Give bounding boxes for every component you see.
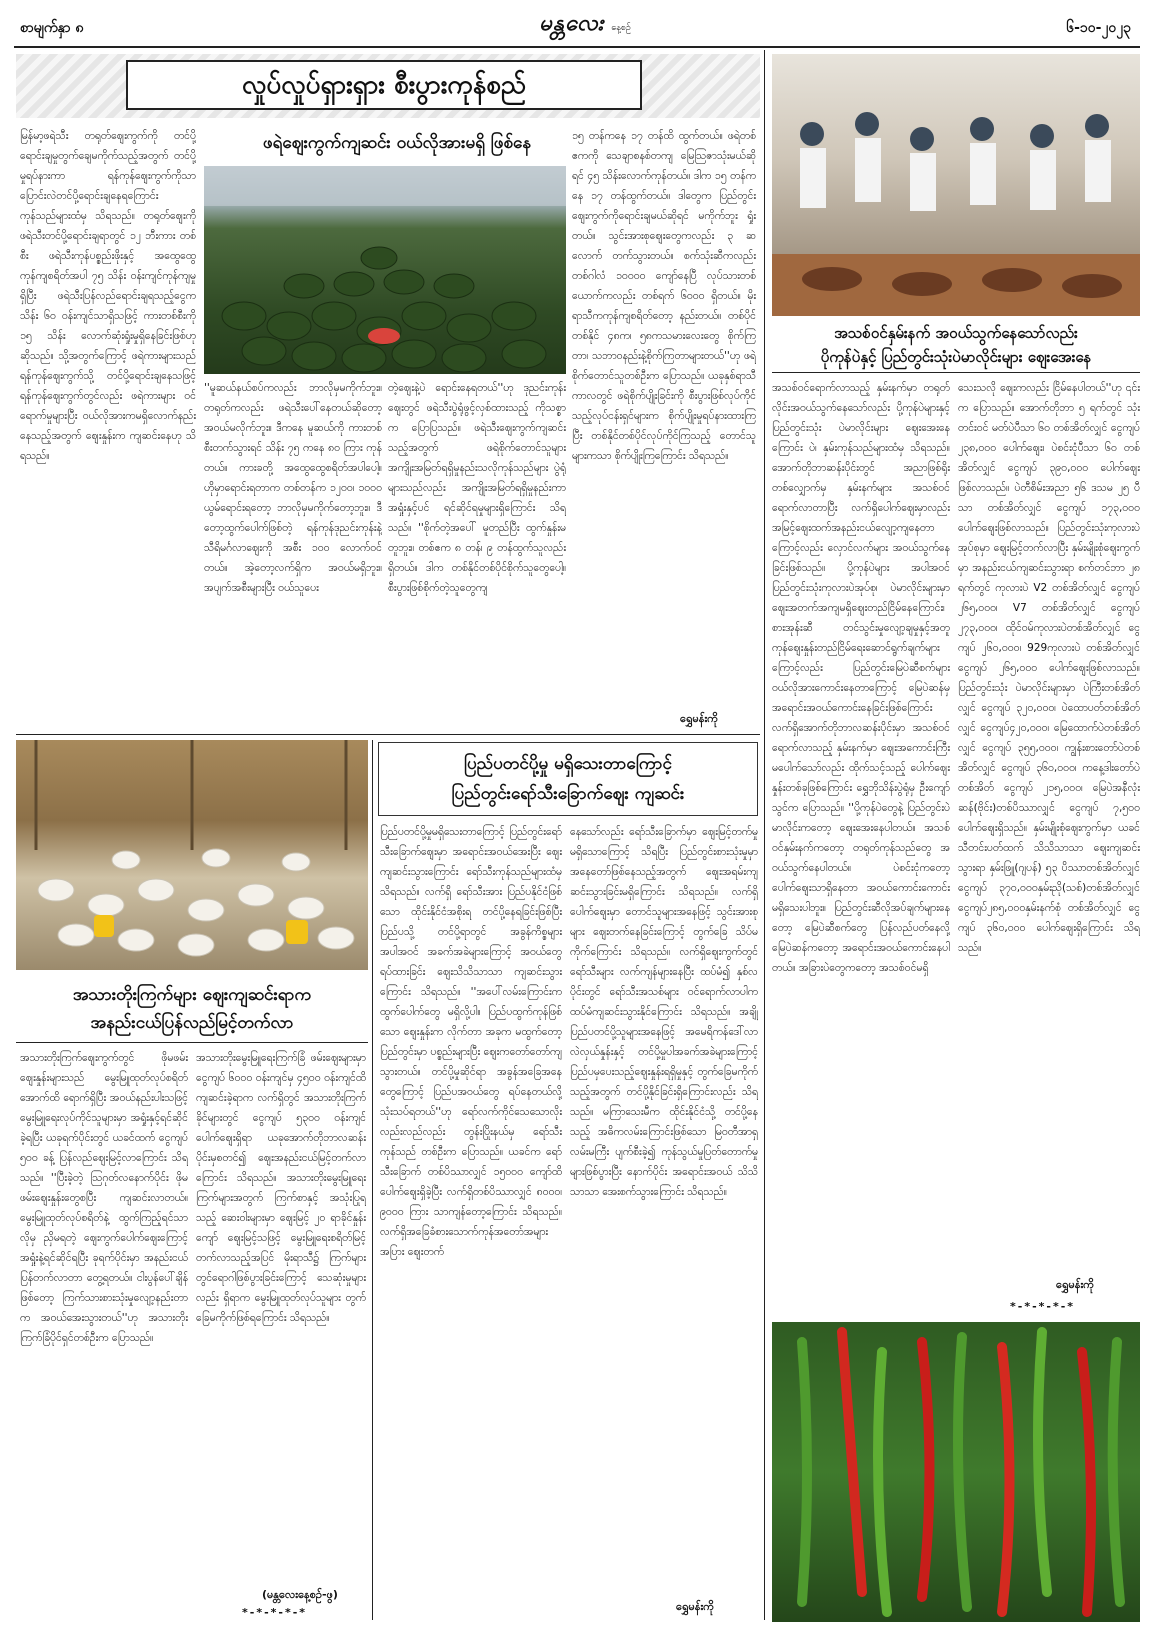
article3-col2: နေသော်လည်း ရော်သီးခြောက်မှာ ဈေးမြင့်တက်မှုမရှိသောကြောင့် သိရပြီး ပြည်တွင်းစားသုံးမှုမှာအနေတော်ဖြစ်နေသည့်အတွက် ဈေးအရမ်းကျဆင်းသွားခြင်းမရှိကြောင်း သိရသည်။ လက်ရှိပေါက်ဈေးမှာ တောင်သူများအနေဖြင့် သွင်းအားစုများ ဈေးတက်နေခြင်းကြောင့် တွက်ခြေ သိပ်မကိုက်ကြောင်း သိရသည်။ လက်ရှိဈေးကွက်တွင် ရော်သီးများ လက်ကျန်များနေပြီး ထပ်မံ၍ နှစ်လပိုင်းတွင် ရော်သီးအသစ်များ ဝင်ရောက်လာပါက ထပ်မံကျဆင်းသွားနိုင်ကြောင်း သိရသည်။ အချို့ ပြည်ပတင်ပို့သူများအနေဖြင့် အမေရိကန်ဒေါ်လာလဲလှယ်နှုန်းနှင့် တင်ပို့မှုပါအခက်အခဲများကြောင့် ပြည်ပမှပေးသည့်ဈေးနှုန်းရရှိမှုနှင့် တွက်ခြေမကိုက်သည့်အတွက် တင်ပို့နိုင်ခြင်းရှိကြောင်းလည်း သိရသည်။ မကြာသေးမီက ထိုင်းနိုင်ငံသို့ တင်ပို့နေသည့် အဓိကလမ်းကြောင်းဖြစ်သော မြဝတီအာရှလမ်းမကြီး ပျက်စီးခဲ့၍ ကုန်သွယ်မှုပြတ်တောက်မှုများဖြစ်ပွားပြီး နောက်ပိုင်း အရောင်းအဝယ် သိသိသာသာ အေးစက်သွားကြောင်း သိရသည်။	[570, 826, 758, 1198]
issue-date: ၆-၁၀-၂၀၂၃	[1066, 20, 1131, 36]
article4-headline-line1: အသားတိုးကြက်များ ဈေးကျဆင်းရာက	[72, 985, 312, 1005]
article2-col2: သေးသလို ဈေးကလည်း ငြိမ်နေပါတယ်''ဟု ၎င်းက ပြောသည်။ အောက်တိုဘာ ၅ ရက်တွင် သုံးတင်းဝင် မတ်ပဲပီသာ ၆၀ တစ်အိတ်လျှင် ငွေကျပ် ၂၃၈,၀၀၀ ပေါက်ဈေး၊ ပဲစင်းငုံပီသာ ၆၀ တစ်အိတ်လျှင် ငွေကျပ် ၃၉၀,၀၀၀ ပေါက်ဈေး ဖြစ်လာသည်။ ပဲတီစိမ်းအညာ ၅၆ ဒသမ ၂၅ ပီသာ တစ်အိတ်လျှင် ငွေကျပ် ၁၇၃,၀၀၀ ပေါက်ဈေးဖြစ်လာသည်။ ပြည်တွင်းသုံးကုလားပဲအုပ်စုမှာ ဈေးမြင့်တက်လာပြီး နှမ်းမျိုးစုံဈေးကွက်မှာ အနည်းငယ်ကျဆင်းသွားရာ စက်တင်ဘာ ၂၈ ရက်တွင် ကုလားပဲ V2 တစ်အိတ်လျှင် ငွေကျပ် ၂၆၅,၀၀၀၊ V7 တစ်အိတ်လျှင် ငွေကျပ် ၂၇၃,၀၀၀၊ ထိုင်ဝမ်ကုလားပဲတစ်အိတ်လျှင် ငွေကျပ် ၂၆၀,၀၀၀၊ 929ကုလားပဲ တစ်အိတ်လျှင် ငွေကျပ် ၂၆၅,၀၀၀ ပေါက်ဈေးဖြစ်လာသည်။ ပြည်တွင်းသုံး ပဲမာလိုင်းများမှာ ပဲကြီးတစ်အိတ်လျှင် ငွေကျပ် ၃၂၀,၀၀၀၊ ပဲထောပတ်တစ်အိတ်လျှင် ငွေကျပ်၄၂၀,၀၀၀၊ မြေထောက်ပဲတစ်အိတ်လျှင် ငွေကျပ် ၃၅၅,၀၀၀၊ ကျွန်းစားတော်ပဲတစ်အိတ်လျှင် ငွေကျပ် ၃၆၀,၀၀၀၊ ကနေ့ဒါးတော်ပဲ တစ်အိတ် ငွေကျပ် ၂၁၅,၀၀၀၊ မြေပဲအနီလုံးဆန်(ဗိုင်း)တစ်ပိဿာလျှင် ငွေကျပ် ၇,၅၀၀ ပေါက်ဈေးရှိသည်။ နှမ်းမျိုးစုံဈေးကွက်မှာ ယခင်သီတင်းပတ်ထက် သိသိသာသာ ဈေးကျဆင်းသွားရာ နှမ်းဖြူ(ဂျပန်) ၅၃ ပိဿာတစ်အိတ်လျှင် ငွေကျပ် ၃၇၀,၀၀၀နှမ်းညို(သစ်)တစ်အိတ်လျှင်ငွေကျပ်၂၈၅,၀၀၀နှမ်းနက်စုံ တစ်အိတ်လျှင် ငွေကျပ် ၃၆၀,၀၀၀ ပေါက်ဈေးရှိကြောင်း သိရသည်။	[958, 382, 1140, 954]
column-divider	[764, 50, 765, 1620]
article1-byline: ရွှေမန်းကို	[680, 712, 719, 725]
article3-headline-line1: ပြည်ပတင်ပို့မှု မရှိသေးတာကြောင့်	[464, 754, 672, 774]
logo-text: မန္တလေး	[539, 11, 605, 36]
article4-end-mark: *-*-*-*-*	[242, 1606, 308, 1619]
article3-headline-line2: ပြည်တွင်းရော်သီးခြောက်ဈေး ကျဆင်း	[451, 784, 685, 804]
article2-col1: အသစ်ဝင်ရောက်လာသည့် နှမ်းနက်မှာ တရုတ်လိုင်းအဝယ်သွက်နေသော်လည်း ပို့ကုန်ပဲများနှင့်ပြည်တွင်းသုံး ပဲမာလိုင်းများ ဈေးအေးနေကြောင်း ပဲ၊ နှမ်းကုန်သည်များထံမှ သိရသည်။ အောက်တိုဘာဆန်းပိုင်းတွင် အညာဖြစ်ရိုးတစ်လျှောက်မှ နှမ်းနက်များ အသစ်ဝင်ရောက်လာတာပြီး လက်ရှိပေါက်ဈေးမှာလည်း အမြင့်ဈေးထက်အနည်းငယ်လျော့ကျနေတာကြောင့်လည်း လှောင်လက်များ အဝယ်သွက်နေခြင်းဖြစ်သည်။ ပို့ကုန်ပဲများ အပါအဝင် ပြည်တွင်းသုံးကုလားပဲအုပ်စု၊ ပဲမာလိုင်းများမှာ ဈေးအတက်အကျမရှိဈေးတည်ငြိမ်နေကြောင်း၊ စားအုန်းဆီ တင်သွင်းမှုလျော့ချမှုနှင့်အတူ ကုန်ဈေးနှုန်းတည်ငြိမ်ရေးဆောင်ရွက်ချက်များကြောင့်လည်း ပြည်တွင်းမြေပဲဆီစက်များ ဝယ်လိုအားကောင်းနေတာကြောင့် မြေပဲဆန်မှ အရောင်းအဝယ်ကောင်းနေခြင်းဖြစ်ကြောင်း လက်ရှိအောက်တိုဘာလဆန်းပိုင်းမှာ အသစ်ဝင်ရောက်လာသည့် နှမ်းနက်မှာ ဈေးအကောင်းကြီးမပေါက်သော်လည်း ထိုက်သင့်သည့် ပေါက်ဈေးနှုန်းတစ်ခုဖြစ်ကြောင်း ရွှေဘိုသိန်းပွဲရုံမှ ဦးကျော်သွင်က ပြောသည်။ ''ပို့ကုန်ပဲတွေနဲ့ ပြည်တွင်းပဲမာလိုင်းကတော့ ဈေးအေးနေပါတယ်။ အသစ်ဝင်နှမ်းနက်ကတော့ တရုတ်ကုန်သည်တွေ အဝယ်သွက်နေပါတယ်။ ပဲစင်းငုံကတော့ ပေါက်ဈေးသာရှိနေတာ အဝယ်ကောင်းကောင်း မရှိသေးပါဘူး။ ပြည်တွင်းဆီလိုအပ်ချက်များနေတော့ မြေပဲဆီစက်တွေ ပြန်လည်ပတ်နေလို့ မြေပဲဆန်ကတော့ အရောင်းအဝယ်ကောင်းနေပါတယ်။ အခြားပဲတွေကတော့ အသစ်ဝင်မရှိ	[772, 382, 950, 974]
market-crowd-illustration	[772, 54, 1140, 316]
article2-byline: ရွှေမန်းကို	[1056, 1278, 1095, 1291]
article2-headline-line2: ပိုကုန်ပဲနှင့် ပြည်တွင်းသုံးပဲမာလိုင်းများ ဈေးအေးနေ	[820, 348, 1092, 366]
article4-col1: အသားတိုးကြက်ဈေးကွက်တွင် ဖိုမဖမ်းဈေးနှုန်းများသည် မွေးမြူထုတ်လုပ်စရိတ်အောက်ထိ ရောက်ရှိပြီး အဝယ်နည်းပါးသဖြင့် မွေးမြူရေးလုပ်ကိုင်သူများမှာ အရှုံးနှင့်ရင်ဆိုင်ခဲ့ရပြီး ယခုရက်ပိုင်းတွင် ယခင်ထက် ငွေကျပ် ၅၀၀ ခန့် ပြန်လည်ဈေးမြင့်လာကြောင်း သိရသည်။ ''ပြီးခဲ့တဲ့ သြဂုတ်လနောက်ပိုင်း ဖိုမဖမ်းဈေးနှုန်းတွေစပြီး ကျဆင်းလာတယ်။ မွေးမြူထုတ်လုပ်စရိတ်နဲ့ ထွက်ကြည့်ရင်သာလိုမှ ညှိမရတဲ့ ဈေးကွက်ပေါက်ဈေးကြောင့် အရှုံးနဲ့ရင်ဆိုင်ရပြီး ခုရက်ပိုင်းမှာ အနည်းငယ်ပြန်တက်လာတာ တွေ့ရတယ်။ ငါးပွန်ပေါ်ချိန်ဖြစ်တော့ ကြက်သားစားသုံးမှုလျော့နည်းတာက အဝယ်အေးသွားတယ်''ဟု အသားတိုးကြက်ခြံပိုင်ရှင်တစ်ဦးက ပြောသည်။	[20, 1052, 188, 1344]
watermelon-pile-illustration	[204, 166, 566, 374]
article3-byline: ရွှေမန်းကို	[676, 1600, 715, 1613]
article4-headline-rule	[16, 1042, 368, 1043]
article4-col2: အသားတိုးမွေးမြူရေးကြက်ခြံ ဖမ်းဈေးများမှာ ငွေကျပ် ၆၀၀၀ ဝန်းကျင်မှ ၄၅၀၀ ဝန်းကျင်ထိ ကျဆင်းခဲ့ရာက လက်ရှိတွင် အသားတိုးကြက်ခိုင်များတွင် ငွေကျပ် ၅၃၀၀ ဝန်းကျင်ပေါက်ဈေးရှိရာ ယခုအောက်တိုဘာလဆန်းပိုင်းမှစတင်၍ ဈေးအနည်းငယ်မြင့်တက်လာကြောင်း သိရသည်။ အသားတိုးမွေးမြူရေးကြက်များအတွက် ကြက်စာနှင့် အသုံးပြုရသည့် ဆေးဝါးများမှာ ဈေးမြင့် ၂၀ ရာခိုင်နှုန်းကျော် ဈေးမြင့်သဖြင့် မွေးမြူရေးစရိတ်မြင့်တက်လာသည့်အပြင် မိုးရာသီ၌ ကြက်များတွင်ရောဂါဖြစ်ပွားခြင်းကြောင့် သေဆုံးမှုများလည်း ရှိရာက မွေးမြူထုတ်လုပ်သူများ တွက်ခြေမကိုက်ဖြစ်ရကြောင်း သိရသည်။	[196, 1052, 366, 1324]
article1-bottom-rule	[16, 734, 760, 735]
chili-illustration	[772, 1322, 1140, 1622]
logo-subtext: နေ့စဉ်	[611, 23, 631, 33]
masthead-rule	[14, 46, 1140, 48]
article1-col4: ၁၅ တန်ကနေ ၁၇ တန်ထိ ထွက်တယ်။ ဖရဲတစ်ဧကကို သေချာစနစ်တကျ မြေသြဇာသုံးမယ်ဆိုရင် ၄၅ သိန်းလောက်ကုန်တယ်။ ဒါက ၁၅ တန်ကနေ ၁၇ တန်ထွက်တယ်။ ဒါတွေက ပြည်တွင်းဈေးကွက်ကိုရောင်းချမယ်ဆိုရင် မကိုက်ဘူး ရှုံးတယ်။ သွင်းအားစုဈေးတွေကလည်း ၃ ဆ လောက် တက်သွားတယ်။ စက်သုံးဆီကလည်း တစ်ဂါလံ ၁၀၀၀၀ ကျော်နေပြီ လုပ်သားတစ်ယောက်ကလည်း တစ်ရက် ၆၀၀၀ ရှိတယ်။ မိုးရာသီကကုန်ကျစရိတ်တော့ နည်းတယ်။ တစ်ပိုင်တစ်နိုင် ၄၈က၊ ၅၈ကသမားလေးတွေ စိုက်ကြတာ၊ သဘာဝနည်းနဲ့စိုက်ကြတာများတယ်''ဟု ဖရဲစိုက်တောင်သူတစ်ဦးက ပြောသည်။ ယခုနှစ်ရာသီကာလတွင် ဖရဲစိုက်ပျိုးခြင်းကို စီးပွားဖြစ်လုပ်ကိုင်သည့်လုပ်ငန်းရှင်များက စိုက်ပျိုးမှုရပ်နားထားကြပြီး တစ်နိုင်တစ်ပိုင်လုပ်ကိုင်ကြသည့် တောင်သူများကသာ စိုက်ပျိုးကြကြောင်း သိရသည်။	[572, 130, 756, 462]
article1-col1: မြန်မာ့ဖရဲသီး တရုတ်ဈေးကွက်ကို တင်ပို့ရောင်းချမှုတွက်ချေမကိုက်သည့်အတွက် တင်ပို့မှုရပ်နားကာ ရန်ကုန်ဈေးကွက်ကိုသာ ပြောင်းလဲတင်ပို့ရောင်းချနေရကြောင်း ကုန်သည်များထံမှ သိရသည်။ တရုတ်ဈေးကို ဖရဲသီးတင်ပို့ရောင်းချရာတွင် ၁၂ ဘီးကား တစ်စီး ဖရဲသီးကုန်ပစ္စည်းဖိုးနှင့် အထွေထွေကုန်ကျစရိတ်အပါ ၇၅ သိန်း ဝန်းကျင်ကုန်ကျမှုရှိပြီး ဖရဲသီးပြန်လည်ရောင်းချရသည့်ငွေက သိန်း ၆၀ ဝန်းကျင်သာရှိသဖြင့် ကားတစ်စီးကို ၁၅ သိန်း လောက်ဆုံးရှုံးမှုရှိနေခြင်းဖြစ်ဟု ဆိုသည်။ သို့အတွက်ကြောင့် ဖရဲကားများသည် ရန်ကုန်ဈေးကွက်သို့ တင်ပို့ရောင်းချနေသဖြင့် ရန်ကုန်ဈေးကွက်တွင်လည်း ဖရဲကားများ ဝင်ရောက်မှုများပြီး ဝယ်လိုအားကမရှိလောက်နည်းနေသည့်အတွက် ဈေးနှုန်းက ကျဆင်းနေဟု သိရသည်။	[20, 130, 196, 462]
article2-end-mark: *-*-*-*-*	[1010, 1300, 1076, 1313]
chicken-flock-illustration	[16, 740, 368, 970]
article2-headline-rule	[772, 372, 1140, 373]
article-divider-vertical	[372, 740, 373, 1620]
article2-headline-line1: အသစ်ဝင်နှမ်းနက် အဝယ်သွက်နေသော်လည်း	[834, 324, 1078, 342]
chili-photo	[772, 1322, 1140, 1622]
section-banner	[16, 54, 760, 118]
chicken-farm-photo	[16, 740, 368, 970]
page-number: စာမျက်နှာ ၈	[20, 20, 84, 36]
article3-headline-box	[378, 742, 758, 816]
market-crowd-photo	[772, 54, 1140, 316]
article1-headline: ဖရဲဈေးကွက်ကျဆင်း ဝယ်လိုအားမရှိ ဖြစ်နေ	[262, 133, 532, 153]
article3-col1: ပြည်ပတင်ပို့မှုမရှိသေးတာကြောင့် ပြည်တွင်းရော်သီးခြောက်ဈေးမှာ အရောင်းအဝယ်အေးပြီး ဈေးကျဆင်းသွားကြောင်း ရော်သီးကုန်သည်များထံမှ သိရသည်။ လက်ရှိ ရော်သီးအား ပြည်ပနိုင်ငံဖြစ်သော ထိုင်းနိုင်ငံအစိုးရ တင်ပို့နေရခြင်းဖြစ်ပြီး ပြည်ပသို့ တင်ပို့ရာတွင် အခွန်ကိစ္စများ အပါအဝင် အခက်အခဲများကြောင့် အဝယ်တွေရပ်ထားခြင်း ဈေးသိသိသာသာ ကျဆင်းသွားကြောင်း သိရသည်။ ''အပေါ်လမ်းကြောင်းက ထွက်ပေါက်တွေ မရှိလို့ပါ။ ပြည်ပထွက်ကုန်ဖြစ်သော ဈေးနှုန်းက လိုက်တာ အခုက မထွက်တော့ ပြည်တွင်းမှာ ပစ္စည်းများပြီး ဈေးကတော်တော်ကျသွားတယ်။ တင်ပို့မှုဆိုင်ရာ အခွန်အခြေအနေတွေကြောင့် ပြည်ပအဝယ်တွေ ရပ်နေတယ်လို့ သုံးသပ်ရတယ်''ဟု ရော်လက်ကိုင်သေသောလိုးလည်းလည်လည်း တွန်းပြိုးနယ်မှ ရော်သီးကုန်သည် တစ်ဦးက ပြောသည်။ ယခင်က ရော်သီးခြောက် တစ်ပိဿာလျှင် ၁၅၀၀၀ ကျော်ထိ ပေါက်ဈေးရှိခဲ့ပြီး လက်ရှိတစ်ပိဿာလျှင် ၈၀၀၀၊ ၉၀၀၀ ကြား သာကျန်တော့ကြောင်း သိရသည်။ လက်ရှိအခြေခံစားသောက်ကုန်အတော်အများအပြား ဈေးတက်	[380, 826, 562, 1258]
masthead-logo	[505, 8, 665, 42]
article4-byline: (မန္တလေးနေ့စဉ်-ဖွ)	[262, 1588, 338, 1601]
article4-headline-line2: အနည်းငယ်ပြန်လည်မြင့်တက်လာ	[90, 1013, 294, 1033]
masthead	[0, 0, 1153, 46]
article1-col2: ''မူဆယ်နယ်စပ်ကလည်း ဘာလိုမှမကိုက်ဘူး။ တရုတ်ကလည်း ဖရဲသီးပေါ်နေတယ်ဆိုတော့ အဝယ်မလိုက်ဘူး။ ဒီကနေ မူဆယ်ကို ကားတစ်စီးတက်သွားရင် သိန်း ၇၅ ကနေ ၈၀ ကြား ကုန်တယ်။ ကားခတို့ အထွေထွေစရိတ်အပါပေါ့။ ဟိုမှာရောင်းရတာက တစ်တန်က ၁၂၀၀၊ ၁၀၀၀ ယွမ်ရောင်းရတော့ ဘာလိုမှမကိုက်တော့ဘူး။ ဒီတော့ထွက်ပေါက်ဖြစ်တဲ့ ရန်ကုန်ဒုညင်းကုန်းနဲ့ သီရိမင်္ဂလာဈေးကို အစီး ၁၀၀ လောက်ဝင်တယ်။ အဲ့တော့လက်ရှိက အဝယ်မရှိဘူး။ အပျက်အစီးများပြီး ဝယ်သူပေး	[204, 382, 382, 594]
article1-col3: တဲ့ဈေးနဲ့ပဲ ရောင်းနေရတယ်''ဟု ဒုညင်းကုန်းဈေးတွင် ဖရဲသီးပွဲရုံဖွင့်လှစ်ထားသည့် ကိုသစ္စာက ပြောပြသည်။ ဖရဲသီးဈေးကွက်ကျဆင်းသည့်အတွက် ဖရဲစိုက်တောင်သူများ အကျိုးအမြတ်ရရှိမှုနည်းသလိုကုန်သည်များ ပွဲရုံများသည်လည်း အကျိုးအမြတ်ရရှိမှုနည်းကာ အရှုံးနှင့်ပင် ရင်ဆိုင်ရမှုများရှိကြောင်း သိရသည်။ ''စိုက်တဲ့အပေါ် မူတည်ပြီး ထွက်နှုန်းမတူဘူး။ တစ်ဧက ၈ တန်၊ ၉ တန်ထွက်သူလည်းရှိတယ်။ ဒါက တစ်နိုင်တစ်ပိုင်စိုက်သူတွေပေါ့။ စီးပွားဖြစ်စိုက်တဲ့သူတွေကျ	[388, 382, 566, 594]
section-banner-box	[126, 60, 642, 110]
section-title: လှုပ်လှုပ်ရှားရှား စီးပွားကုန်စည်	[242, 70, 526, 100]
watermelon-photo	[204, 166, 566, 374]
